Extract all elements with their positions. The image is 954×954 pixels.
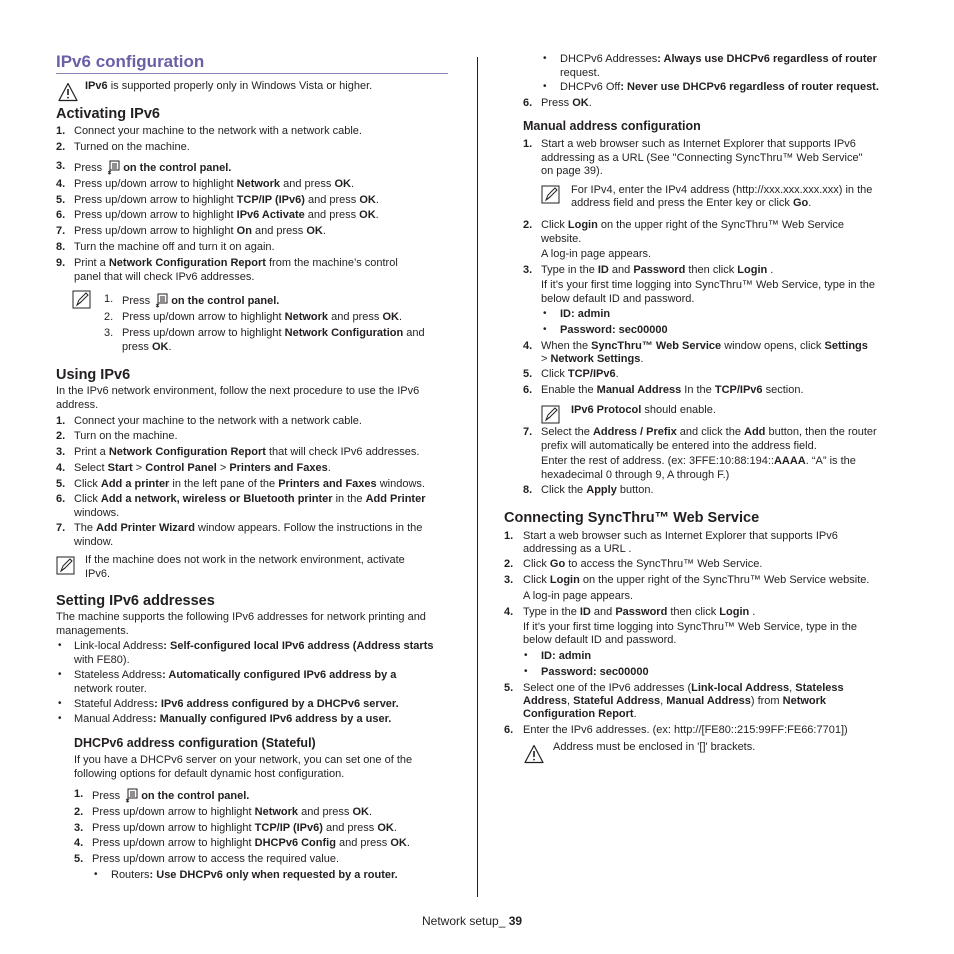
note-text: IPv6 Protocol should enable. xyxy=(571,404,716,416)
subsection-heading: Manual address configuration xyxy=(523,119,701,133)
credential: ID: admin xyxy=(541,650,592,662)
step-text: Connect your machine to the network with a network cable. xyxy=(74,415,362,427)
paragraph: If you have a DHCPv6 server on your network, you can set one of the xyxy=(74,754,413,766)
bullet: • xyxy=(543,324,547,335)
step-number: 5. xyxy=(523,368,533,380)
step-number: 3. xyxy=(56,160,66,172)
step-number: 7. xyxy=(56,225,66,237)
bullet-text: DHCPv6 Addresses: Always use DHCPv6 regardless of router xyxy=(560,53,877,65)
paragraph: The machine supports the following IPv6 addresses for network printing and xyxy=(56,611,426,623)
step-text: Press on the control panel. xyxy=(92,790,250,802)
step-number: 2. xyxy=(56,430,66,442)
step-number: 2. xyxy=(74,806,84,818)
bullet: • xyxy=(58,713,62,724)
step-number: 6. xyxy=(56,209,66,221)
step-text: > Network Settings. xyxy=(541,353,644,365)
step-text: Enable the Manual Address In the TCP/IPv6 section. xyxy=(541,384,804,396)
step-number: 6. xyxy=(523,384,533,396)
step-number: 1. xyxy=(74,788,84,800)
note-pencil-icon xyxy=(72,290,92,310)
section-heading: Connecting SyncThru™ Web Service xyxy=(504,510,760,526)
step-text: below default ID and password. xyxy=(523,634,677,646)
step-text: Enter the rest of address. (ex: 3FFE:10:88:194::AAAA. “A” is the xyxy=(541,455,856,467)
credential: Password: sec00000 xyxy=(541,666,649,678)
bullet-text: with FE80). xyxy=(74,654,130,666)
bullet: • xyxy=(58,698,62,709)
note-step-text: Press on the control panel. xyxy=(122,295,280,307)
step-text: Print a Network Configuration Report that will check IPv6 addresses. xyxy=(74,446,420,458)
step-text: Type in the ID and Password then click Login . xyxy=(541,264,774,276)
step-text: Press up/down arrow to highlight TCP/IP (IPv6) and press OK. xyxy=(74,194,379,206)
note-step-number: 3. xyxy=(104,327,114,339)
step-text: Press up/down arrow to highlight Network and press OK. xyxy=(92,806,373,818)
page-footer xyxy=(422,914,522,928)
step-number: 5. xyxy=(74,853,84,865)
bullet-text: Link-local Address: Self-configured local IPv6 address (Address starts xyxy=(74,640,434,652)
note-pencil-icon xyxy=(541,185,561,205)
bullet-text: DHCPv6 Off: Never use DHCPv6 regardless of router request. xyxy=(560,81,879,93)
bullet-text: Routers: Use DHCPv6 only when requested by a router. xyxy=(111,869,398,881)
step-text: Select one of the IPv6 addresses (Link-local Address, Stateless xyxy=(523,682,844,694)
caution-triangle-icon xyxy=(524,744,544,764)
bullet: • xyxy=(543,53,547,64)
step-number: 8. xyxy=(523,484,533,496)
step-number: 6. xyxy=(56,493,66,505)
step-text: Click Add a network, wireless or Bluetooth printer in the Add Printer xyxy=(74,493,426,505)
step-text: Turn the machine off and turn it on again. xyxy=(74,241,275,253)
step-text: Type in the ID and Password then click Login . xyxy=(523,606,756,618)
step-number: 2. xyxy=(504,558,514,570)
step-text: Print a Network Configuration Report from the machine’s control xyxy=(74,257,398,269)
credential: Password: sec00000 xyxy=(560,324,668,336)
step-text: Configuration Report. xyxy=(523,708,637,720)
step-text: The Add Printer Wizard window appears. Follow the instructions in the xyxy=(74,522,423,534)
step-text: Connect your machine to the network with a network cable. xyxy=(74,125,362,137)
step-text: Enter the IPv6 addresses. (ex: http://[FE80::215:99FF:FE66:7701]) xyxy=(523,724,848,736)
step-text: A log-in page appears. xyxy=(523,590,634,602)
step-text: Turn on the machine. xyxy=(74,430,178,442)
step-text: Press OK. xyxy=(541,97,592,109)
step-text: When the SyncThru™ Web Service window opens, click Settings xyxy=(541,340,868,352)
note-text: For IPv4, enter the IPv4 address (http://xxx.xxx.xxx.xxx) in the xyxy=(571,184,873,196)
note-step-number: 1. xyxy=(104,293,114,305)
step-number: 1. xyxy=(56,125,66,137)
caution-text: Address must be enclosed in '[]' brackets. xyxy=(553,741,756,753)
bullet-text: Stateful Address: IPv6 address configured by a DHCPv6 server. xyxy=(74,698,399,710)
step-text: addressing as a URL . xyxy=(523,543,632,555)
step-number: 3. xyxy=(504,574,514,586)
step-text: Address, Stateful Address, Manual Address) from Network xyxy=(523,695,827,707)
step-number: 7. xyxy=(523,426,533,438)
bullet-text: request. xyxy=(560,67,600,79)
step-text: Press on the control panel. xyxy=(74,162,232,174)
note-text: IPv6. xyxy=(85,568,111,580)
bullet-text: Manual Address: Manually configured IPv6 address by a user. xyxy=(74,713,392,725)
step-text: Click the Apply button. xyxy=(541,484,654,496)
menu-button-icon xyxy=(155,293,169,308)
step-text: Press up/down arrow to access the required value. xyxy=(92,853,340,865)
note-step-number: 2. xyxy=(104,311,114,323)
step-text: Press up/down arrow to highlight On and press OK. xyxy=(74,225,326,237)
column-divider xyxy=(477,57,478,897)
bullet-text: network router. xyxy=(74,683,147,695)
step-text: Click TCP/IPv6. xyxy=(541,368,619,380)
step-text: A log-in page appears. xyxy=(541,248,652,260)
step-number: 4. xyxy=(504,606,514,618)
paragraph: following options for default dynamic host configuration. xyxy=(74,768,345,780)
title-rule xyxy=(56,73,448,74)
step-number: 5. xyxy=(504,682,514,694)
bullet: • xyxy=(58,669,62,680)
step-text: Click Login on the upper right of the SyncThru™ Web Service website. xyxy=(523,574,870,586)
step-text: Press up/down arrow to highlight IPv6 Activate and press OK. xyxy=(74,209,379,221)
step-text: website. xyxy=(541,233,582,245)
step-number: 8. xyxy=(56,241,66,253)
step-text: Click Add a printer in the left pane of the Printers and Faxes windows. xyxy=(74,478,425,490)
subsection-heading: DHCPv6 address configuration (Stateful) xyxy=(74,736,316,750)
page-title: IPv6 configuration xyxy=(56,52,205,71)
page-number: 39 xyxy=(508,914,523,928)
step-text: window. xyxy=(74,536,114,548)
step-text: Click Go to access the SyncThru™ Web Service. xyxy=(523,558,763,570)
section-heading: Using IPv6 xyxy=(56,367,131,383)
step-number: 5. xyxy=(56,194,66,206)
step-text: addressing as a URL (See "Connecting SyncThru™ Web Service" xyxy=(541,152,863,164)
caution-text: IPv6 is supported properly only in Windows Vista or higher. xyxy=(85,80,373,92)
step-text: Start a web browser such as Internet Explorer that supports IPv6 xyxy=(523,530,838,542)
credential: ID: admin xyxy=(560,308,611,320)
step-text: hexadecimal 0 through 9, A through F.) xyxy=(541,469,730,481)
step-text: Turned on the machine. xyxy=(74,141,190,153)
bullet: • xyxy=(543,308,547,319)
step-number: 4. xyxy=(74,837,84,849)
step-text: Select the Address / Prefix and click the Add button, then the router xyxy=(541,426,877,438)
footer-section: Network setup_ xyxy=(422,914,509,928)
step-text: panel that will check IPv6 addresses. xyxy=(74,271,255,283)
paragraph: managements. xyxy=(56,625,129,637)
step-text: Click Login on the upper right of the SyncThru™ Web Service xyxy=(541,219,845,231)
step-text: Select Start > Control Panel > Printers and Faxes. xyxy=(74,462,331,474)
step-text: If it’s your first time logging into SyncThru™ Web Service, type in the xyxy=(523,621,858,633)
step-number: 5. xyxy=(56,478,66,490)
caution-triangle-icon xyxy=(58,82,78,102)
step-number: 3. xyxy=(74,822,84,834)
bullet-text: Stateless Address: Automatically configured IPv6 address by a xyxy=(74,669,397,681)
note-text: address field and press the Enter key or click Go. xyxy=(571,197,812,209)
section-heading: Setting IPv6 addresses xyxy=(56,593,215,609)
menu-button-icon xyxy=(107,160,121,175)
step-text: Press up/down arrow to highlight Network and press OK. xyxy=(74,178,355,190)
step-text: Start a web browser such as Internet Explorer that supports IPv6 xyxy=(541,138,856,150)
step-number: 2. xyxy=(523,219,533,231)
note-step-text: Press up/down arrow to highlight Network and press OK. xyxy=(122,311,403,323)
paragraph: In the IPv6 network environment, follow the next procedure to use the IPv6 xyxy=(56,385,420,397)
step-number: 9. xyxy=(56,257,66,269)
note-step-text: Press up/down arrow to highlight Network Configuration and xyxy=(122,327,425,339)
menu-button-icon xyxy=(125,788,139,803)
step-number: 4. xyxy=(523,340,533,352)
step-number: 7. xyxy=(56,522,66,534)
note-pencil-icon xyxy=(56,556,76,576)
step-number: 6. xyxy=(504,724,514,736)
step-number: 4. xyxy=(56,178,66,190)
step-text: on page 39). xyxy=(541,165,603,177)
step-number: 3. xyxy=(56,446,66,458)
note-pencil-icon xyxy=(541,405,561,425)
note-step-text: press OK. xyxy=(122,341,172,353)
step-number: 6. xyxy=(523,97,533,109)
bullet: • xyxy=(524,666,528,677)
step-text: windows. xyxy=(74,507,120,519)
step-text: If it’s your first time logging into SyncThru™ Web Service, type in the xyxy=(541,279,876,291)
step-number: 1. xyxy=(523,138,533,150)
step-text: prefix will automatically be entered into the address field. xyxy=(541,440,817,452)
step-number: 2. xyxy=(56,141,66,153)
step-number: 1. xyxy=(504,530,514,542)
step-number: 1. xyxy=(56,415,66,427)
note-text: If the machine does not work in the network environment, activate xyxy=(85,554,405,566)
step-text: Press up/down arrow to highlight DHCPv6 Config and press OK. xyxy=(92,837,410,849)
step-text: Press up/down arrow to highlight TCP/IP (IPv6) and press OK. xyxy=(92,822,397,834)
step-number: 3. xyxy=(523,264,533,276)
step-text: below default ID and password. xyxy=(541,293,695,305)
bullet: • xyxy=(58,640,62,651)
bullet: • xyxy=(524,650,528,661)
section-heading: Activating IPv6 xyxy=(56,106,160,122)
bullet: • xyxy=(543,81,547,92)
bullet: • xyxy=(94,869,98,880)
step-number: 4. xyxy=(56,462,66,474)
paragraph: address. xyxy=(56,399,99,411)
